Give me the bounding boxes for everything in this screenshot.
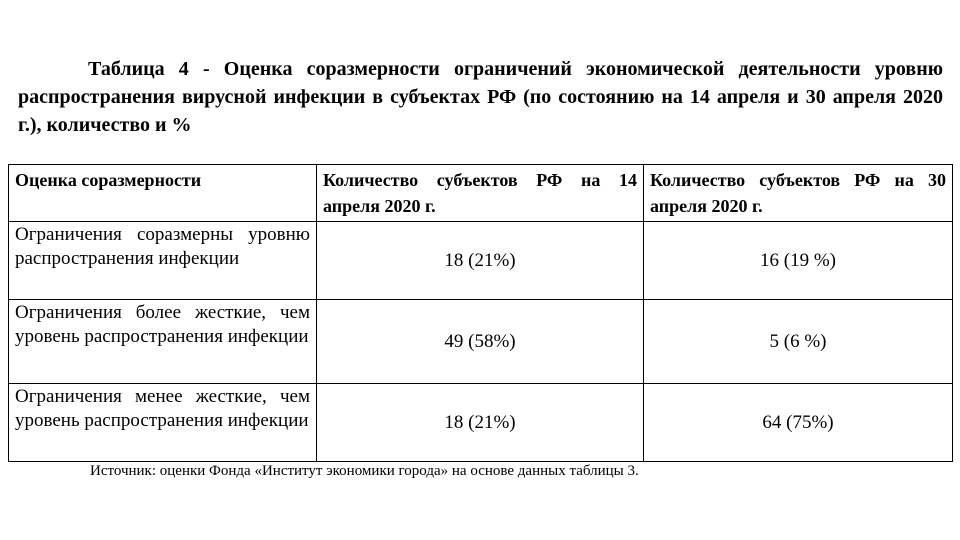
- column-header-april-30: Количество субъектов РФ на 30 апреля 2020 г.: [644, 165, 953, 222]
- data-table: [8, 164, 953, 462]
- cell-april-30: 5 (6 %): [644, 300, 953, 384]
- cell-april-14: 49 (58%): [317, 300, 644, 384]
- table-title: Таблица 4 - Оценка соразмерности ограничений экономической деятельности уровню распространения вирусной инфекции в субъектах РФ (по состоянию на 14 апреля и 30 апреля 2020 г.), количество и %: [18, 58, 943, 136]
- cell-april-14: 18 (21%): [317, 384, 644, 462]
- row-label: Ограничения более жесткие, чем уровень распространения инфекции: [9, 300, 317, 384]
- table-header-row: [9, 165, 953, 222]
- table-row: [9, 222, 953, 300]
- row-label: Ограничения соразмерны уровню распространения инфекции: [9, 222, 317, 300]
- table-row: [9, 300, 953, 384]
- cell-april-30: 64 (75%): [644, 384, 953, 462]
- cell-april-14: 18 (21%): [317, 222, 644, 300]
- column-header-assessment: Оценка соразмерности: [9, 165, 317, 222]
- table-row: [9, 384, 953, 462]
- cell-april-30: 16 (19 %): [644, 222, 953, 300]
- source-note: Источник: оценки Фонда «Институт экономики города» на основе данных таблицы 3.: [90, 463, 639, 479]
- row-label: Ограничения менее жесткие, чем уровень распространения инфекции: [9, 384, 317, 462]
- column-header-april-14: Количество субъектов РФ на 14 апреля 2020 г.: [317, 165, 644, 222]
